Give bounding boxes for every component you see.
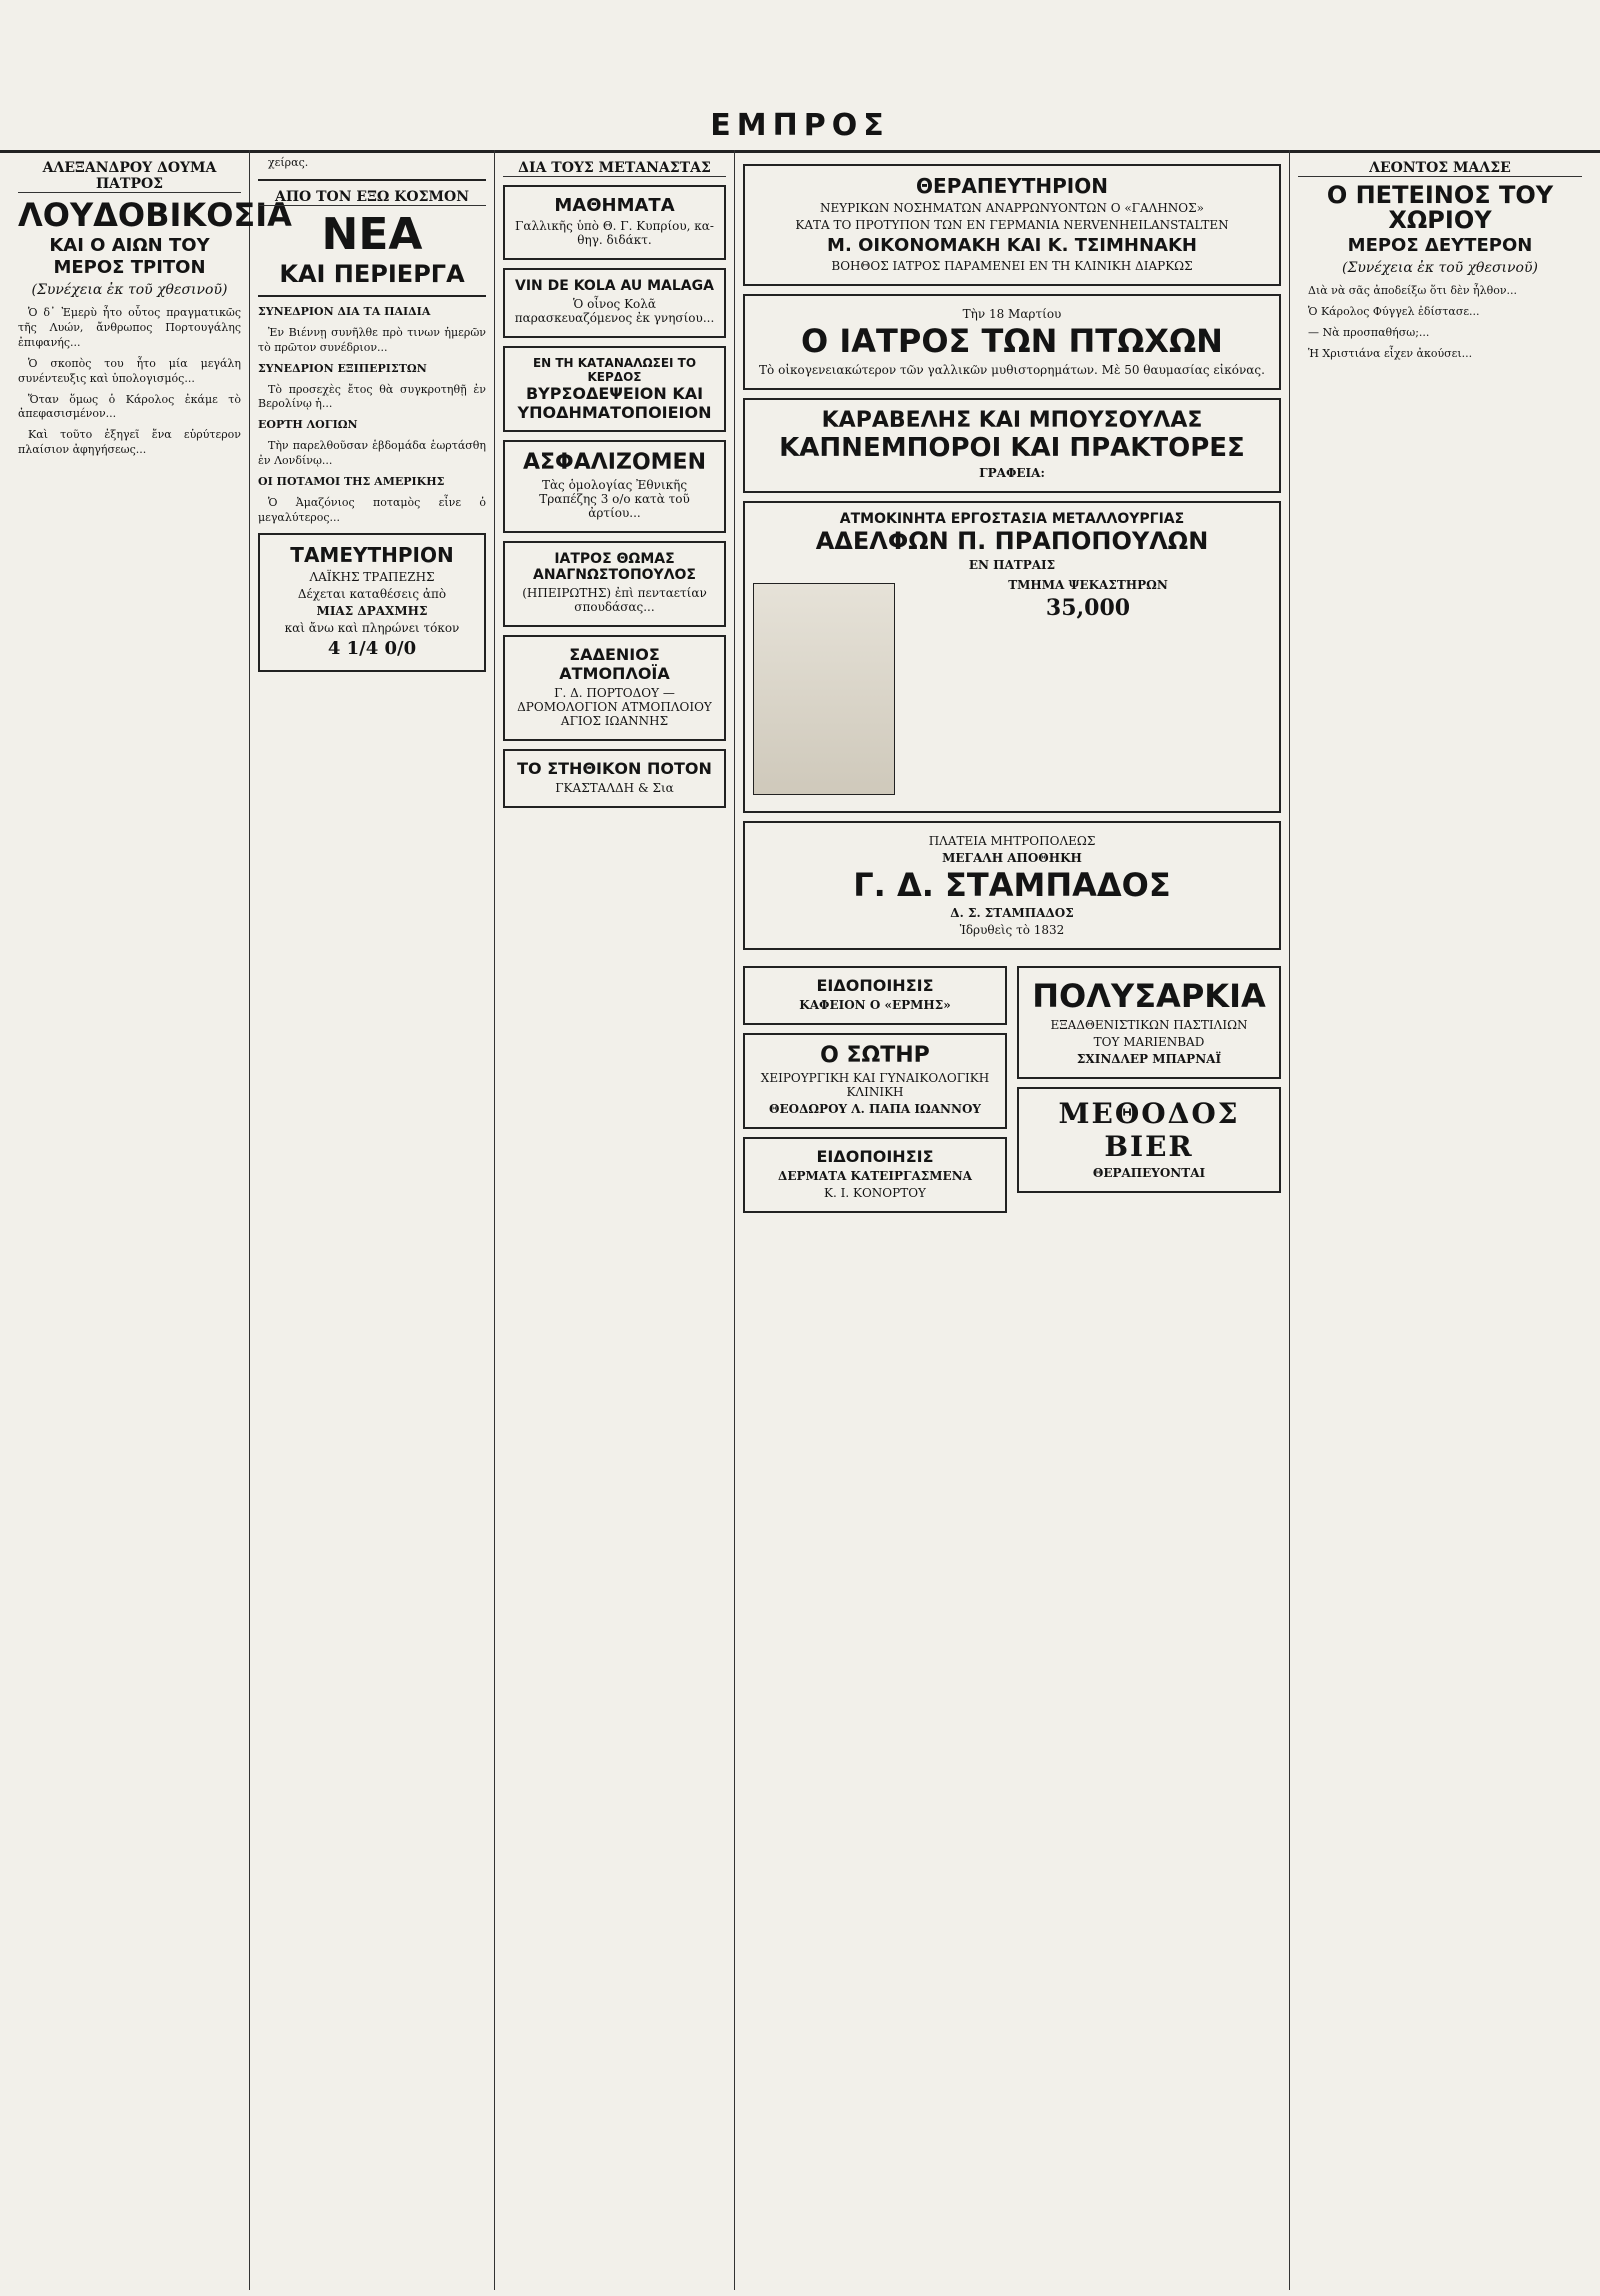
col3-sec-0-title: ΜΑΘΗΜΑΤΑ bbox=[554, 195, 675, 216]
column-4 bbox=[735, 150, 1290, 2290]
karab-grafeia: ΓΡΑΦΕΙΑ: bbox=[979, 465, 1045, 480]
column-3 bbox=[495, 150, 735, 2290]
novel-title: Ο ΙΑΤΡΟΣ ΤΩΝ ΠΤΩΧΩΝ bbox=[801, 322, 1223, 360]
col1-para-2: Ὅταν ὅμως ὁ Κάρολος ἐκάμε τὸ ἀπεφασισμένον... bbox=[18, 392, 241, 421]
col2-ad-line-3: καὶ ἄνω καὶ πληρώνει τόκον bbox=[284, 621, 460, 636]
masthead bbox=[0, 0, 1600, 153]
col3-sec-4-text: (ΗΠΕΙΡΩΤΗΣ) ἐπὶ πενταετίαν σπουδάσας... bbox=[522, 586, 707, 614]
col5-para-2: — Νὰ προσπαθήσω;... bbox=[1308, 325, 1430, 339]
col4-lower-row bbox=[743, 958, 1281, 1221]
col5-title: Ο ΠΕΤΕΙΝΟΣ ΤΟΥ ΧΩΡΙΟΥ bbox=[1326, 181, 1554, 235]
sotir-name: ΘΕΟΔΩΡΟΥ Λ. ΠΑΠΑ ΙΩΑΝΝΟΥ bbox=[769, 1102, 981, 1117]
therap-ad bbox=[743, 164, 1281, 286]
col3-sec-5 bbox=[503, 635, 726, 741]
karab-sub: ΚΑΠΝΕΜΠΟΡΟΙ ΚΑΙ ΠΡΑΚΤΟΡΕΣ bbox=[779, 432, 1245, 463]
col2-ad-line-1: Δέχεται καταθέσεις ἀπὸ bbox=[297, 587, 447, 602]
polt-sub: ΕΞΑΔΘΕΝΙΣΤΙΚΩΝ ΠΑΣΤΙΛΙΩΝ bbox=[1050, 1017, 1248, 1032]
col3-sec-1-text: Ὁ οἶνος Κολᾶ παρασκευαζόμενος ἐκ γνησίου... bbox=[514, 297, 715, 325]
col3-sec-2 bbox=[503, 346, 726, 432]
praplo-count: 35,000 bbox=[1045, 594, 1131, 621]
column-5 bbox=[1290, 150, 1590, 2290]
therap-title: ΘΕΡΑΠΕΥΤΗΡΙΟΝ bbox=[916, 174, 1108, 198]
col1-para-3: Καὶ τοῦτο ἐξηγεῖ ἔνα εὑρύτερον πλαίσιον ἀφηγήσεως... bbox=[18, 428, 241, 457]
col1-continued: (Συνέχεια ἐκ τοῦ χθεσινοῦ) bbox=[31, 282, 228, 299]
col1-kicker: ΑΛΕΞΑΝΔΡΟΥ ΔΟΥΜΑ ΠΑΤΡΟΣ bbox=[18, 160, 241, 193]
col4-right bbox=[1017, 958, 1281, 1221]
masthead-title: ΕΜΠΡΟΣ bbox=[710, 108, 890, 143]
col2-ad-line-0: ΛΑΪΚΗΣ ΤΡΑΠΕΖΗΣ bbox=[309, 570, 435, 585]
col3-sec-3-title: ΑΣΦΑΛΙΖΟΜΕΝ bbox=[523, 450, 706, 475]
col2-para-1: Τὸ προσεχὲς ἔτος θὰ συγκροτηθῇ ἐν Βερολίνῳ ἡ... bbox=[258, 382, 486, 411]
stamp-since: Ἱδρυθεὶς τὸ 1832 bbox=[959, 923, 1065, 938]
polt-title: ΠΟΛΥΣΑΡΚΙΑ bbox=[1032, 977, 1266, 1016]
eidop2-ad bbox=[743, 1137, 1007, 1213]
karab-title: ΚΑΡΑΒΕΛΗΣ ΚΑΙ ΜΠΟΥΣΟΥΛΑΣ bbox=[821, 407, 1203, 433]
col1-title: ΛΟΥΔΟΒΙΚΟΣΙΑ bbox=[18, 196, 292, 234]
therap-line3: Μ. ΟΙΚΟΝΟΜΑΚΗ ΚΑΙ Κ. ΤΣΙΜΗΝΑΚΗ bbox=[827, 235, 1197, 256]
praplo-row bbox=[753, 575, 1271, 803]
col3-sec-0 bbox=[503, 185, 726, 260]
col2-nea: ΝΕΑ bbox=[321, 208, 423, 260]
bier-title: ΜΕΘΟΔΟΣ BIER bbox=[1058, 1096, 1240, 1163]
columns bbox=[0, 150, 1600, 2296]
stamp-top: ΠΛΑΤΕΙΑ ΜΗΤΡΟΠΟΛΕΩΣ bbox=[928, 833, 1096, 848]
col5-continued: (Συνέχεια ἐκ τοῦ χθεσινοῦ) bbox=[1342, 260, 1538, 277]
col1-para-1: Ὁ σκοπὸς του ἦτο μία μεγάλη συνέντευξις καὶ ὑπολογισμός... bbox=[18, 356, 241, 385]
sotir-title: Ο ΣΩΤΗΡ bbox=[820, 1043, 930, 1069]
novel-date: Τὴν 18 Μαρτίου bbox=[962, 307, 1062, 321]
col2-ad-box bbox=[258, 533, 486, 672]
bier-ad bbox=[1017, 1087, 1281, 1193]
therap-line4: ΒΟΗΘΟΣ ΙΑΤΡΟΣ ΠΑΡΑΜΕΝΕΙ ΕΝ ΤΗ ΚΛΙΝΙΚΗ ΔΙΑΡΚΩΣ bbox=[831, 259, 1193, 273]
col3-sec-3-text: Τὰς ὁμολογίας Ἐθνικῆς Τραπέζης 3 ο/ο κατὰ τοῦ ἀρτίου... bbox=[539, 478, 690, 520]
col2-rule bbox=[258, 179, 486, 181]
polt-ad bbox=[1017, 966, 1281, 1079]
novel-ad bbox=[743, 294, 1281, 390]
stamp-mid: ΜΕΓΑΛΗ ΑΠΟΘΗΚΗ bbox=[942, 850, 1082, 865]
eidop2-title: ΕΙΔΟΠΟΙΗΣΙΣ bbox=[816, 1147, 934, 1167]
col2-head-3: ΟΙ ΠΟΤΑΜΟΙ ΤΗΣ ΑΜΕΡΙΚΗΣ bbox=[258, 474, 445, 488]
col2-head-0: ΣΥΝΕΔΡΙΟΝ ΔΙΑ ΤΑ ΠΑΙΔΙΑ bbox=[258, 305, 431, 319]
bier-line: ΘΕΡΑΠΕΥΟΝΤΑΙ bbox=[1092, 1165, 1206, 1180]
praplo-ad bbox=[743, 501, 1281, 813]
col2-para-0: Ἐν Βιέννῃ συνῆλθε πρὸ τινων ἡμερῶν τὸ πρῶτον συνέδριον... bbox=[258, 326, 486, 354]
col2-perierga: ΚΑΙ ΠΕΡΙΕΡΓΑ bbox=[279, 260, 465, 289]
praplo-title2: ΑΔΕΛΦΩΝ Π. ΠΡΑΠΟΠΟΥΛΩΝ bbox=[815, 526, 1209, 555]
praplo-city: ΕΝ ΠΑΤΡΑΙΣ bbox=[968, 557, 1056, 572]
eidop2-sub: ΔΕΡΜΑΤΑ ΚΑΤΕΙΡΓΑΣΜΕΝΑ bbox=[778, 1169, 972, 1184]
col2-ad-title: ΤΑΜΕΥΤΗΡΙΟΝ bbox=[290, 543, 454, 568]
eidop1-head: ΚΑΦΕΙΟΝ Ο «ΕΡΜΗΣ» bbox=[799, 998, 951, 1013]
col2-head-2: ΕΟΡΤΗ ΛΟΓΙΩΝ bbox=[258, 418, 358, 432]
col2-para-2: Τὴν παρελθοῦσαν ἑβδομάδα ἑωρτάσθη ἐν Λονδίνῳ... bbox=[258, 439, 486, 467]
praplo-dept: ΤΜΗΜΑ ΨΕΚΑΣΤΗΡΩΝ bbox=[1008, 577, 1168, 592]
col2-ad-line-2: ΜΙΑΣ ΔΡΑΧΜΗΣ bbox=[316, 604, 428, 619]
novel-note: Τὸ οἰκογενειακώτερον τῶν γαλλικῶν μυθιστορημάτων. Μὲ 50 θαυμασίας εἰκόνας. bbox=[759, 362, 1265, 377]
col3-sec-6 bbox=[503, 749, 726, 808]
col3-sec-6-title: ΤΟ ΣΤΗΘΙΚΟΝ ΠΟΤΟΝ bbox=[517, 759, 712, 778]
col2-top-note: χείρας. bbox=[268, 156, 309, 169]
col3-sec-4 bbox=[503, 541, 726, 627]
col4-left bbox=[743, 958, 1007, 1221]
col2-head-1: ΣΥΝΕΔΡΙΟΝ ΕΞΙΠΕΡΙΣΤΩΝ bbox=[258, 361, 427, 375]
col5-para-0: Διὰ νὰ σᾶς ἀποδείξω ὅτι δὲν ἦλθον... bbox=[1308, 284, 1518, 298]
sotir-ad bbox=[743, 1033, 1007, 1129]
col5-para-3: Ἡ Χριστιάνα εἶχεν ἀκούσει... bbox=[1308, 346, 1473, 360]
eidop2-name: Κ. Ι. ΚΟΝΟΡΤΟΥ bbox=[824, 1186, 926, 1201]
col3-kicker: ΔΙΑ ΤΟΥΣ ΜΕΤΑΝΑΣΤΑΣ bbox=[503, 160, 726, 177]
col1-subtitle2: ΜΕΡΟΣ ΤΡΙΤΟΝ bbox=[53, 257, 206, 279]
col3-sec-0-text: Γαλλικῆς ὑπὸ Θ. Γ. Κυπρίου, καθηγ. διδάκτ. bbox=[515, 219, 714, 247]
column-2 bbox=[250, 150, 495, 2290]
col3-sec-2-title: ΕΝ ΤΗ ΚΑΤΑΝΑΛΩΣΕΙ ΤΟ ΚΕΡΔΟΣ bbox=[532, 356, 697, 384]
polt-doctor: ΣΧΙΝΔΛΕΡ ΜΠΑΡΝΑΪ bbox=[1076, 1051, 1222, 1066]
col2-kicker: ΑΠΟ ΤΟΝ ΕΞΩ ΚΟΣΜΟΝ bbox=[258, 189, 486, 206]
col2-ad-line-4: 4 1/4 0/0 bbox=[327, 638, 417, 660]
eidop1-title: ΕΙΔΟΠΟΙΗΣΙΣ bbox=[816, 976, 934, 996]
col3-sec-1 bbox=[503, 268, 726, 338]
therap-line1: ΝΕΥΡΙΚΩΝ ΝΟΣΗΜΑΤΩΝ ΑΝΑΡΡΩΝΥΟΝΤΩΝ Ο «ΓΑΛΗΝΟΣ» bbox=[820, 201, 1204, 215]
col2-para-3: Ὁ Ἀμαζόνιος ποταμὸς εἶνε ὁ μεγαλύτερος... bbox=[258, 495, 486, 524]
stamp-ad bbox=[743, 821, 1281, 951]
stamp-name: Γ. Δ. ΣΤΑΜΠΑΔΟΣ bbox=[853, 865, 1171, 904]
sprayer-illustration bbox=[753, 583, 895, 795]
karab-ad bbox=[743, 398, 1281, 493]
eidop1-ad bbox=[743, 966, 1007, 1025]
col3-sec-2-text: ΒΥΡΣΟΔΕΨΕΙΟΝ ΚΑΙ ΥΠΟΔΗΜΑΤΟΠΟΙΕΙΟΝ bbox=[517, 384, 712, 422]
col3-sec-5-text: Γ. Δ. ΠΟΡΤΟΔΟΥ — ΔΡΟΜΟΛΟΓΙΟΝ ΑΤΜΟΠΛΟΙΟΥ ΑΓΙΟΣ ΙΩΑΝΝΗΣ bbox=[517, 686, 712, 728]
sotir-sub: ΧΕΙΡΟΥΡΓΙΚΗ ΚΑΙ ΓΥΝΑΙΚΟΛΟΓΙΚΗ ΚΛΙΝΙΚΗ bbox=[760, 1071, 990, 1100]
col3-sec-5-title: ΣΑΔΕΝΙΟΣ ΑΤΜΟΠΛΟΪΑ bbox=[559, 645, 670, 683]
polt-place: ΤΟΥ MARIENBAD bbox=[1093, 1034, 1205, 1049]
stamp-sub: Δ. Σ. ΣΤΑΜΠΑΔΟΣ bbox=[950, 906, 1074, 921]
col3-sec-1-title: VIN DE KOLA AU MALAGA bbox=[515, 278, 714, 294]
col3-sec-6-text: ΓΚΑΣΤΑΛΔΗ & Σια bbox=[555, 781, 674, 795]
col1-subtitle1: ΚΑΙ Ο ΑΙΩΝ ΤΟΥ bbox=[49, 234, 210, 256]
col2-rule-2 bbox=[258, 295, 486, 297]
col5-kicker: ΛΕΟΝΤΟΣ ΜΑΛΣΕ bbox=[1298, 160, 1582, 177]
col3-sec-4-title: ΙΑΤΡΟΣ ΘΩΜΑΣ ΑΝΑΓΝΩΣΤΟΠΟΥΛΟΣ bbox=[533, 551, 696, 583]
therap-line2: ΚΑΤΑ ΤΟ ΠΡΟΤΥΠΟΝ ΤΩΝ ΕΝ ΓΕΡΜΑΝΙΑ NERVENHEILANSTALTEN bbox=[795, 218, 1229, 232]
col3-sec-3 bbox=[503, 440, 726, 533]
col5-part: ΜΕΡΟΣ ΔΕΥΤΕΡΟΝ bbox=[1347, 235, 1533, 257]
praplo-title1: ΑΤΜΟΚΙΝΗΤΑ ΕΡΓΟΣΤΑΣΙΑ ΜΕΤΑΛΛΟΥΡΓΙΑΣ bbox=[839, 510, 1185, 527]
col5-para-1: Ὁ Κάρολος Φύγγελ ἐδίστασε... bbox=[1308, 305, 1480, 319]
col1-para-0: Ὁ δ᾿ Ἐμερὺ ἦτο οὗτος πραγματικῶς τῆς Λυών, ἄνθρωπος Πορτουγάλης ἐπιφανής... bbox=[18, 306, 241, 350]
praplo-text bbox=[905, 575, 1271, 803]
